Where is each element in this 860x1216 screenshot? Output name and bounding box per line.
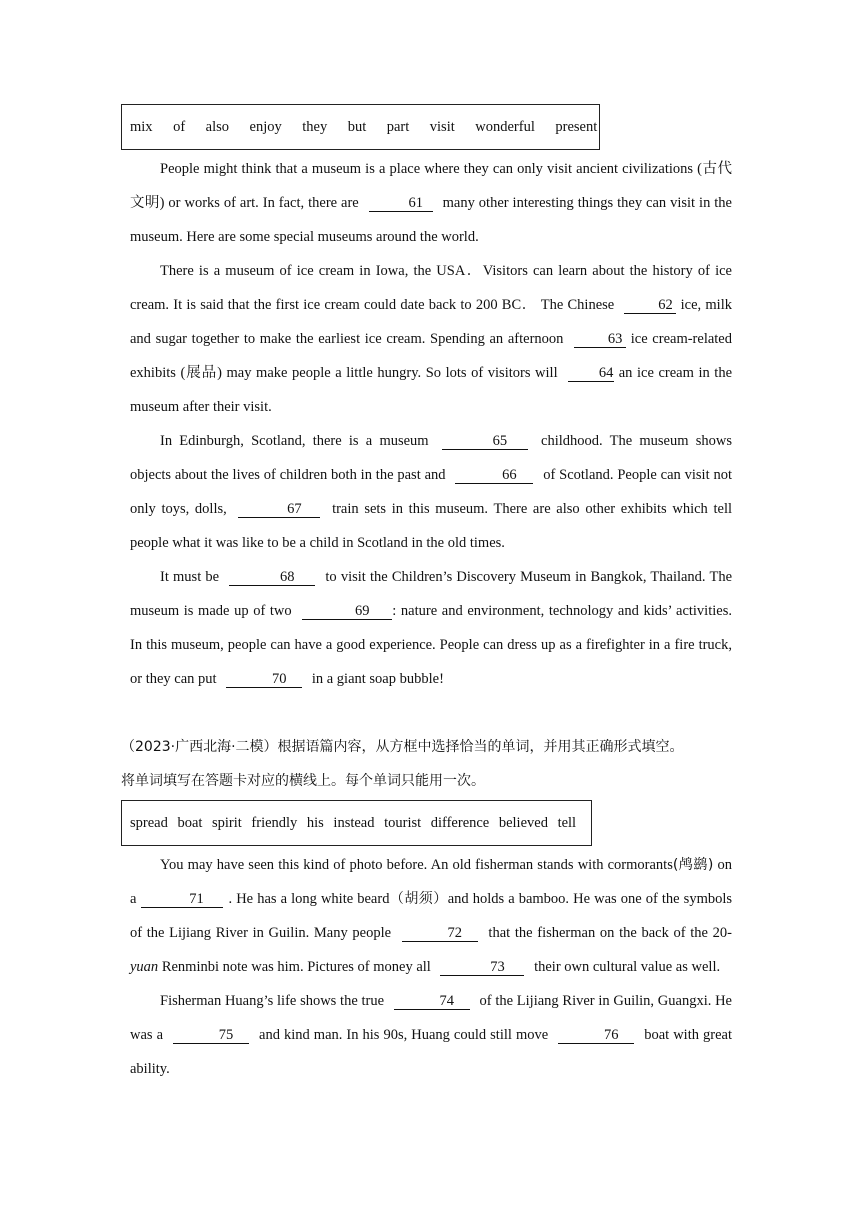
paragraph-text: many other interesting things they can visit in the museum. Here are some special museums around the world. — [130, 195, 732, 245]
blank-68[interactable]: 68 — [229, 569, 315, 586]
word-box-item: friendly — [251, 815, 298, 831]
blank-71[interactable]: 71 — [141, 891, 223, 908]
word-box-item: they — [302, 119, 328, 135]
blank-67[interactable]: 67 — [238, 501, 320, 518]
paragraph-text: boat with great ability. — [130, 1027, 732, 1077]
blank-66[interactable]: 66 — [455, 467, 533, 484]
paragraph-text: ice, milk and sugar together to make the earliest ice cream. Spending an afternoon — [130, 297, 732, 347]
word-box-1 — [121, 104, 600, 150]
word-box-item: present — [555, 119, 598, 135]
word-box-item: of — [173, 119, 186, 135]
paragraph — [130, 424, 732, 560]
word-box-item: boat — [177, 815, 203, 831]
paragraph-text: their own cultural value as well. — [530, 959, 721, 975]
paragraph-text: of Scotland. People can visit not only toys, dolls, — [130, 467, 732, 517]
paragraph-text: There is a museum of ice cream in Iowa, the USA．Visitors can learn about the history of ice cream. It is said that the first ice cream could date back to 200 BC． The Chinese — [130, 263, 732, 313]
word-box-item: tourist — [384, 815, 422, 831]
paragraph-text: of the Lijiang River in Guilin, Guangxi. He was a — [130, 993, 732, 1043]
instruction-line: （2023·广西北海·二模）根据语篇内容，从方框中选择恰当的单词，并用其正确形式填空。 — [121, 739, 684, 755]
blank-75[interactable]: 75 — [173, 1027, 249, 1044]
word-box-item: visit — [429, 119, 455, 135]
paragraph-text: : nature and environment, technology and kids’ activities. In this museum, people can have a good experience. People can dress up as a firefighter in a fire truck, or they can put — [130, 603, 732, 687]
paragraph-text: childhood. The museum shows objects about the lives of children both in the past and — [130, 433, 732, 483]
paragraph — [130, 848, 732, 984]
blank-69[interactable]: 69 — [302, 603, 392, 620]
paragraph-text: that the fisherman on the back of the 20- — [483, 925, 732, 941]
blank-61[interactable]: 61 — [369, 195, 433, 212]
word-box-item: spread — [130, 815, 168, 831]
paragraph-text: train sets in this museum. There are also other exhibits which tell people what it was like to be a child in Scotland in the old times. — [130, 501, 732, 551]
paragraph-text: People might think that a museum is a place where they can only visit ancient civilizations (古代文明) or works of art. In fact, there are — [130, 161, 732, 211]
paragraph-text: . He has a long white beard — [228, 891, 390, 907]
paragraph-text: an ice cream in the museum after their visit. — [130, 365, 733, 415]
word-box-item: mix — [130, 119, 153, 135]
word-box-item: enjoy — [249, 119, 282, 135]
blank-64[interactable]: 64 — [568, 365, 614, 382]
paragraph-text: Renminbi note was him. Pictures of money all — [158, 959, 435, 975]
paragraph — [130, 984, 732, 1086]
word-box-2 — [121, 800, 592, 846]
paragraph-text: It must be — [160, 569, 224, 585]
paragraph-text: on a — [130, 857, 733, 907]
word-box-item: tell — [557, 815, 577, 831]
blank-74[interactable]: 74 — [394, 993, 470, 1010]
paragraph — [130, 254, 732, 424]
paragraph-text: and holds a bamboo. He was one of the symbols of the Lijiang River in Guilin. Many people — [130, 891, 733, 941]
instruction-line: 将单词填写在答题卡对应的横线上。每个单词只能用一次。 — [121, 773, 485, 789]
paragraph-text: yuan — [130, 959, 159, 975]
word-box-item: believed — [498, 815, 548, 831]
paragraph — [130, 560, 732, 696]
word-box-item: spirit — [212, 815, 242, 831]
blank-70[interactable]: 70 — [226, 671, 302, 688]
word-box-item: part — [386, 119, 410, 135]
paragraph-text: （胡须） — [389, 891, 448, 907]
word-box-item: his — [306, 815, 324, 831]
paragraph-text: You may have seen this kind of photo before. An old fisherman stands with cormorants — [160, 857, 673, 873]
paragraph-text: Fisherman Huang’s life shows the true — [160, 993, 388, 1009]
word-box-item: instead — [333, 815, 375, 831]
blank-76[interactable]: 76 — [558, 1027, 634, 1044]
paragraph-text: (鸬鹚) — [672, 857, 714, 873]
word-box-item: but — [347, 119, 367, 135]
paragraph-text: and kind man. In his 90s, Huang could still move — [255, 1027, 553, 1043]
paragraph-text: In Edinburgh, Scotland, there is a museum — [160, 433, 436, 449]
blank-63[interactable]: 63 — [574, 331, 626, 348]
paragraph-text: to visit the Children’s Discovery Museum in Bangkok, Thailand. The museum is made up of two — [130, 569, 733, 619]
spacer — [130, 696, 732, 730]
paragraph — [130, 152, 732, 254]
word-box-item: also — [205, 119, 230, 135]
word-box-item: wonderful — [475, 119, 535, 135]
blank-62[interactable]: 62 — [624, 297, 676, 314]
blank-72[interactable]: 72 — [402, 925, 478, 942]
section-instruction — [121, 730, 732, 798]
word-box-item: difference — [430, 815, 490, 831]
blank-73[interactable]: 73 — [440, 959, 524, 976]
paragraph-text: ice cream-related exhibits (展品) may make people a little hungry. So lots of visitors will — [130, 331, 732, 381]
blank-65[interactable]: 65 — [442, 433, 528, 450]
document-page — [121, 104, 733, 1086]
paragraph-text: in a giant soap bubble! — [308, 671, 444, 687]
